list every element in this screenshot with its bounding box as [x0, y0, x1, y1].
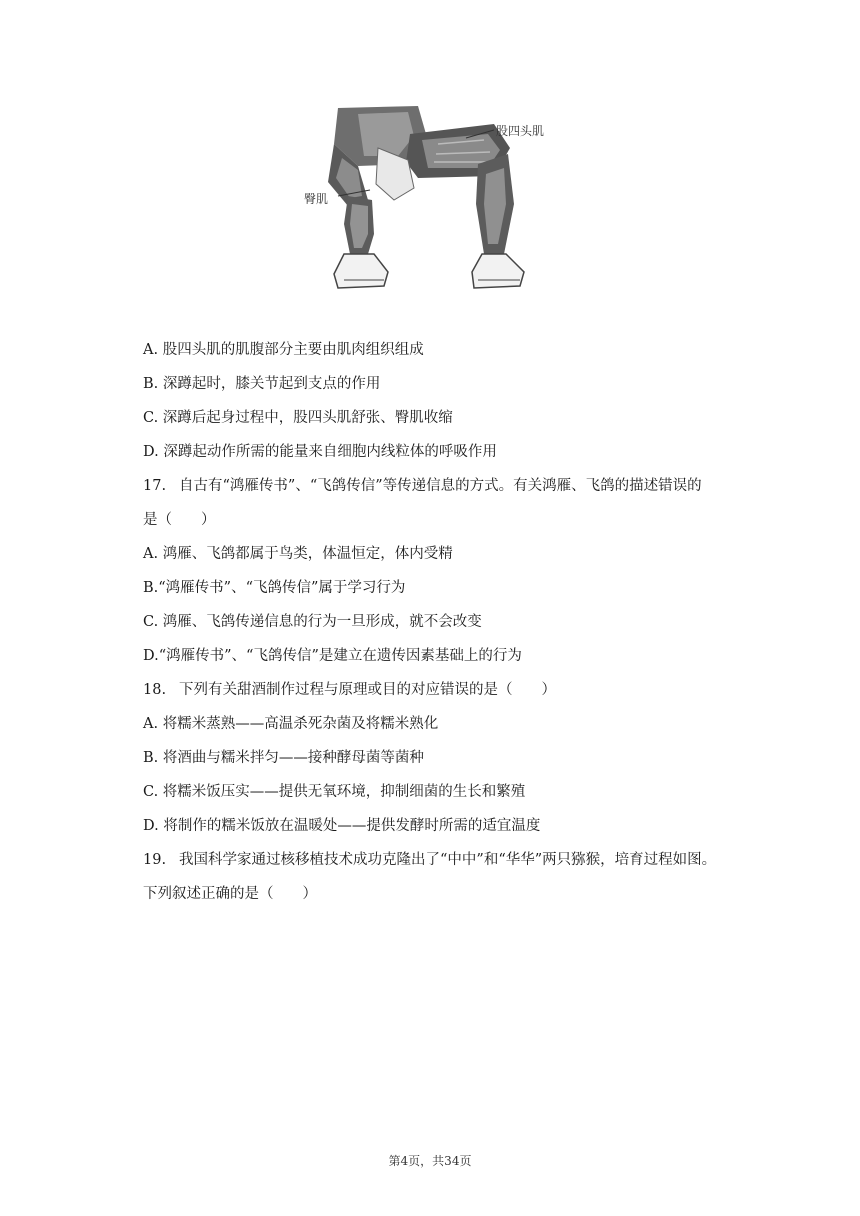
q18-option-d: D. 将制作的糯米饭放在温暖处——提供发酵时所需的适宜温度: [143, 818, 541, 834]
figure-label-gluteus: 臀肌: [304, 192, 329, 206]
page-footer: 第4页，共34页: [388, 1154, 472, 1168]
q17-option-b: B.“鸿雁传书”、“飞鸽传信”属于学习行为: [143, 580, 406, 596]
q18-option-b: B. 将酒曲与糯米拌匀——接种酵母菌等菌种: [143, 750, 424, 766]
q17-option-c: C. 鸿雁、飞鸽传递信息的行为一旦形成，就不会改变: [143, 614, 482, 630]
q17-stem-line1: 自古有“鸿雁传书”、“飞鸽传信”等传递信息的方式。有关鸿雁、飞鸽的描述错误的: [179, 478, 702, 494]
q18-option-c: C. 将糯米饭压实——提供无氧环境，抑制细菌的生长和繁殖: [143, 784, 526, 800]
q19-stem-line2: 下列叙述正确的是（ ）: [143, 886, 317, 902]
q18-stem-text: 下列有关甜酒制作过程与原理或目的对应错误的是（ ）: [179, 682, 556, 698]
q17-option-d: D.“鸿雁传书”、“飞鸽传信”是建立在遗传因素基础上的行为: [143, 648, 522, 664]
q16-option-b: B. 深蹲起时，膝关节起到支点的作用: [143, 376, 381, 392]
q19-stem-line1: 我国科学家通过核移植技术成功克隆出了“中中”和“华华”两只猕猴，培育过程如图。: [179, 852, 717, 868]
q18-stem: [143, 680, 556, 700]
q16-option-d: D. 深蹲起动作所需的能量来自细胞内线粒体的呼吸作用: [143, 444, 497, 460]
q17-stem: [143, 476, 702, 496]
q18-option-a: A. 将糯米蒸熟——高温杀死杂菌及将糯米熟化: [143, 716, 439, 732]
q16-option-a: A. 股四头肌的肌腹部分主要由肌肉组织组成: [143, 342, 424, 358]
squat-muscle-figure: [298, 104, 566, 300]
q16-option-c: C. 深蹲后起身过程中，股四头肌舒张、臀肌收缩: [143, 410, 453, 426]
q17-option-a: A. 鸿雁、飞鸽都属于鸟类，体温恒定，体内受精: [143, 546, 453, 562]
q18-number: 18.: [143, 682, 167, 698]
q17-stem-line2: 是（ ）: [143, 512, 216, 528]
q17-number: 17.: [143, 478, 167, 494]
q19-number: 19.: [143, 852, 167, 868]
q19-stem: [143, 850, 716, 870]
figure-label-quadriceps: 股四头肌: [496, 124, 545, 138]
